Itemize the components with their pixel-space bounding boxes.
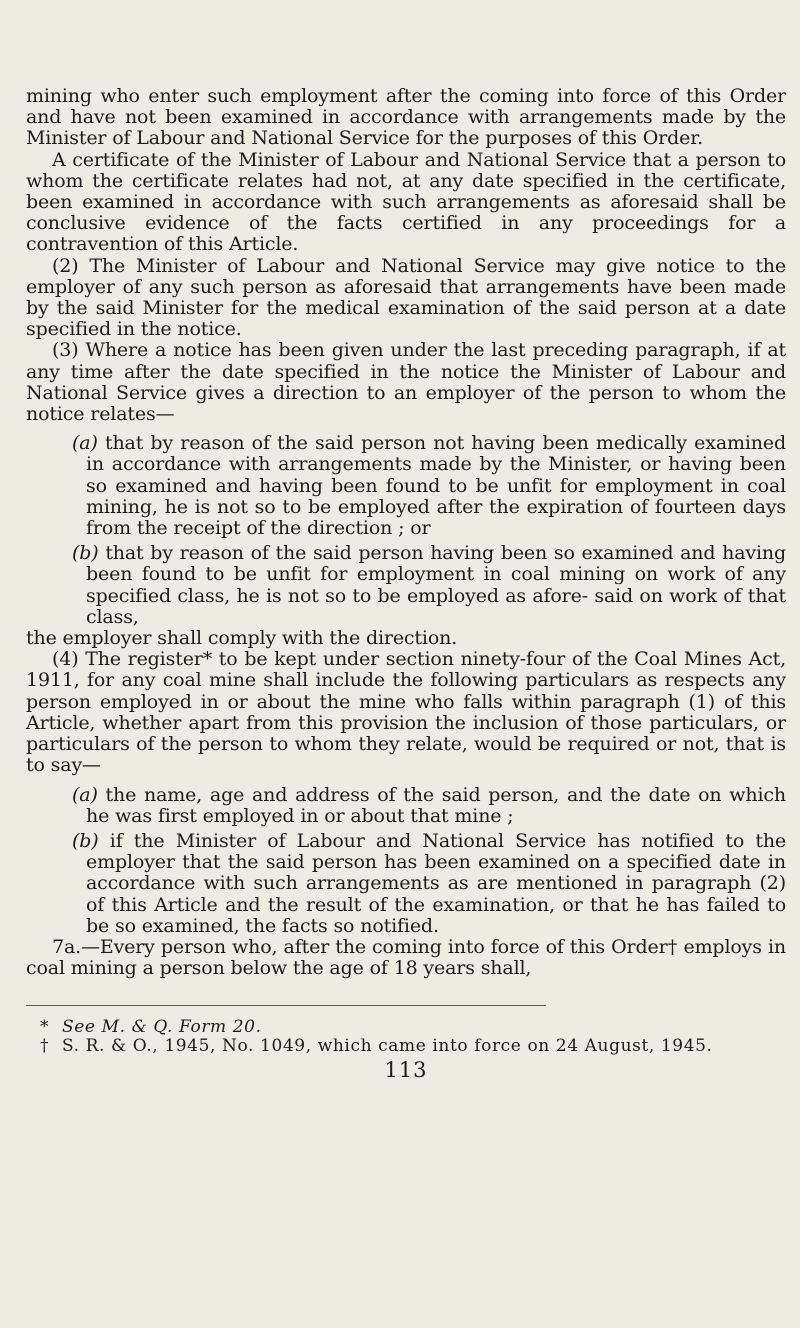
item-text: that by reason of the said person having been so examined and having been found to be unfit for employment in coal mining on work of any specified class, he is not so to be employed as afore- said on work of that class,	[86, 542, 786, 628]
footnote-symbol: †	[40, 1036, 50, 1057]
paragraph-3-item-a	[26, 433, 786, 539]
item-text: the name, age and address of the said person, and the date on which he was first employed in or about that mine ;	[86, 783, 787, 827]
document-body	[26, 86, 786, 979]
paragraph-2: (2) The Minister of Labour and National Service may give notice to the employer of any such person as aforesaid that arrangements have been made by the said Minister for the medical examination of the said person at a date specified in the notice.	[26, 254, 786, 341]
footnote-divider	[26, 1005, 546, 1006]
footnote-symbol: *	[40, 1017, 50, 1038]
item-text: if the Minister of Labour and National Service has notified to the employer that the said person has been examined on a specified date in accordance with such arrangements as are mentioned in paragraph (2) of this Article and the result of the examination, or that he has failed to be so examined, the facts so notified.	[86, 829, 787, 937]
paragraph-4: (4) The register* to be kept under section ninety-four of the Coal Mines Act, 1911, for any coal mine shall include the following particulars as respects any person employed in or about the mine who falls within paragraph (1) of this Article, whether apart from this provision the inclusion of those particulars, or particulars of the person to whom they relate, would be required or not, that is to say—	[26, 648, 786, 777]
footnote-1	[26, 1018, 786, 1037]
paragraph-3-item-b	[26, 543, 786, 628]
item-mark: (a)	[72, 783, 98, 806]
footnote-2	[26, 1037, 786, 1056]
footnote-text: S. R. & O., 1945, No. 1049, which came into force on 24 August, 1945.	[62, 1036, 713, 1057]
item-text: that by reason of the said person not having been medically examined in accordance with arrangements made by the Minister, or having been so examined and having been found to be unfit for employment in coal mining, he is not so to be employed after the expiration of fourteen days from the receipt of the direction ; or	[86, 432, 786, 540]
paragraph-3: (3) Where a notice has been given under the last preceding paragraph, if at any time after the date specified in the notice the Minister of Labour and National Service gives a direction to an employer of the person to whom the notice relates—	[26, 339, 786, 426]
paragraph-certificate: A certificate of the Minister of Labour and National Service that a person to whom the certificate relates had not, at any date specified in the certificate, been examined in accordance with such arrangements as aforesaid shall be conclusive evidence of the facts certified in any proceedings for a contravention of this Article.	[26, 148, 786, 256]
article-7a: 7a.—Every person who, after the coming into force of this Order† employs in coal mining a person below the age of 18 years shall,	[26, 935, 786, 980]
item-mark: (b)	[72, 829, 99, 852]
paragraph-3-close: the employer shall comply with the direction.	[26, 627, 458, 650]
paragraph-4-item-a	[26, 785, 786, 827]
paragraph-4-item-b	[26, 831, 786, 937]
item-mark: (a)	[72, 432, 98, 455]
paragraph-continuation: mining who enter such employment after the coming into force of this Order and have not been examined in accordance with arrangements made by the Minister of Labour and National Service for the purposes of this Order.	[26, 85, 786, 150]
item-mark: (b)	[72, 542, 99, 565]
page-number: 113	[384, 1058, 428, 1083]
footnote-text: See M. & Q. Form 20.	[62, 1017, 262, 1038]
